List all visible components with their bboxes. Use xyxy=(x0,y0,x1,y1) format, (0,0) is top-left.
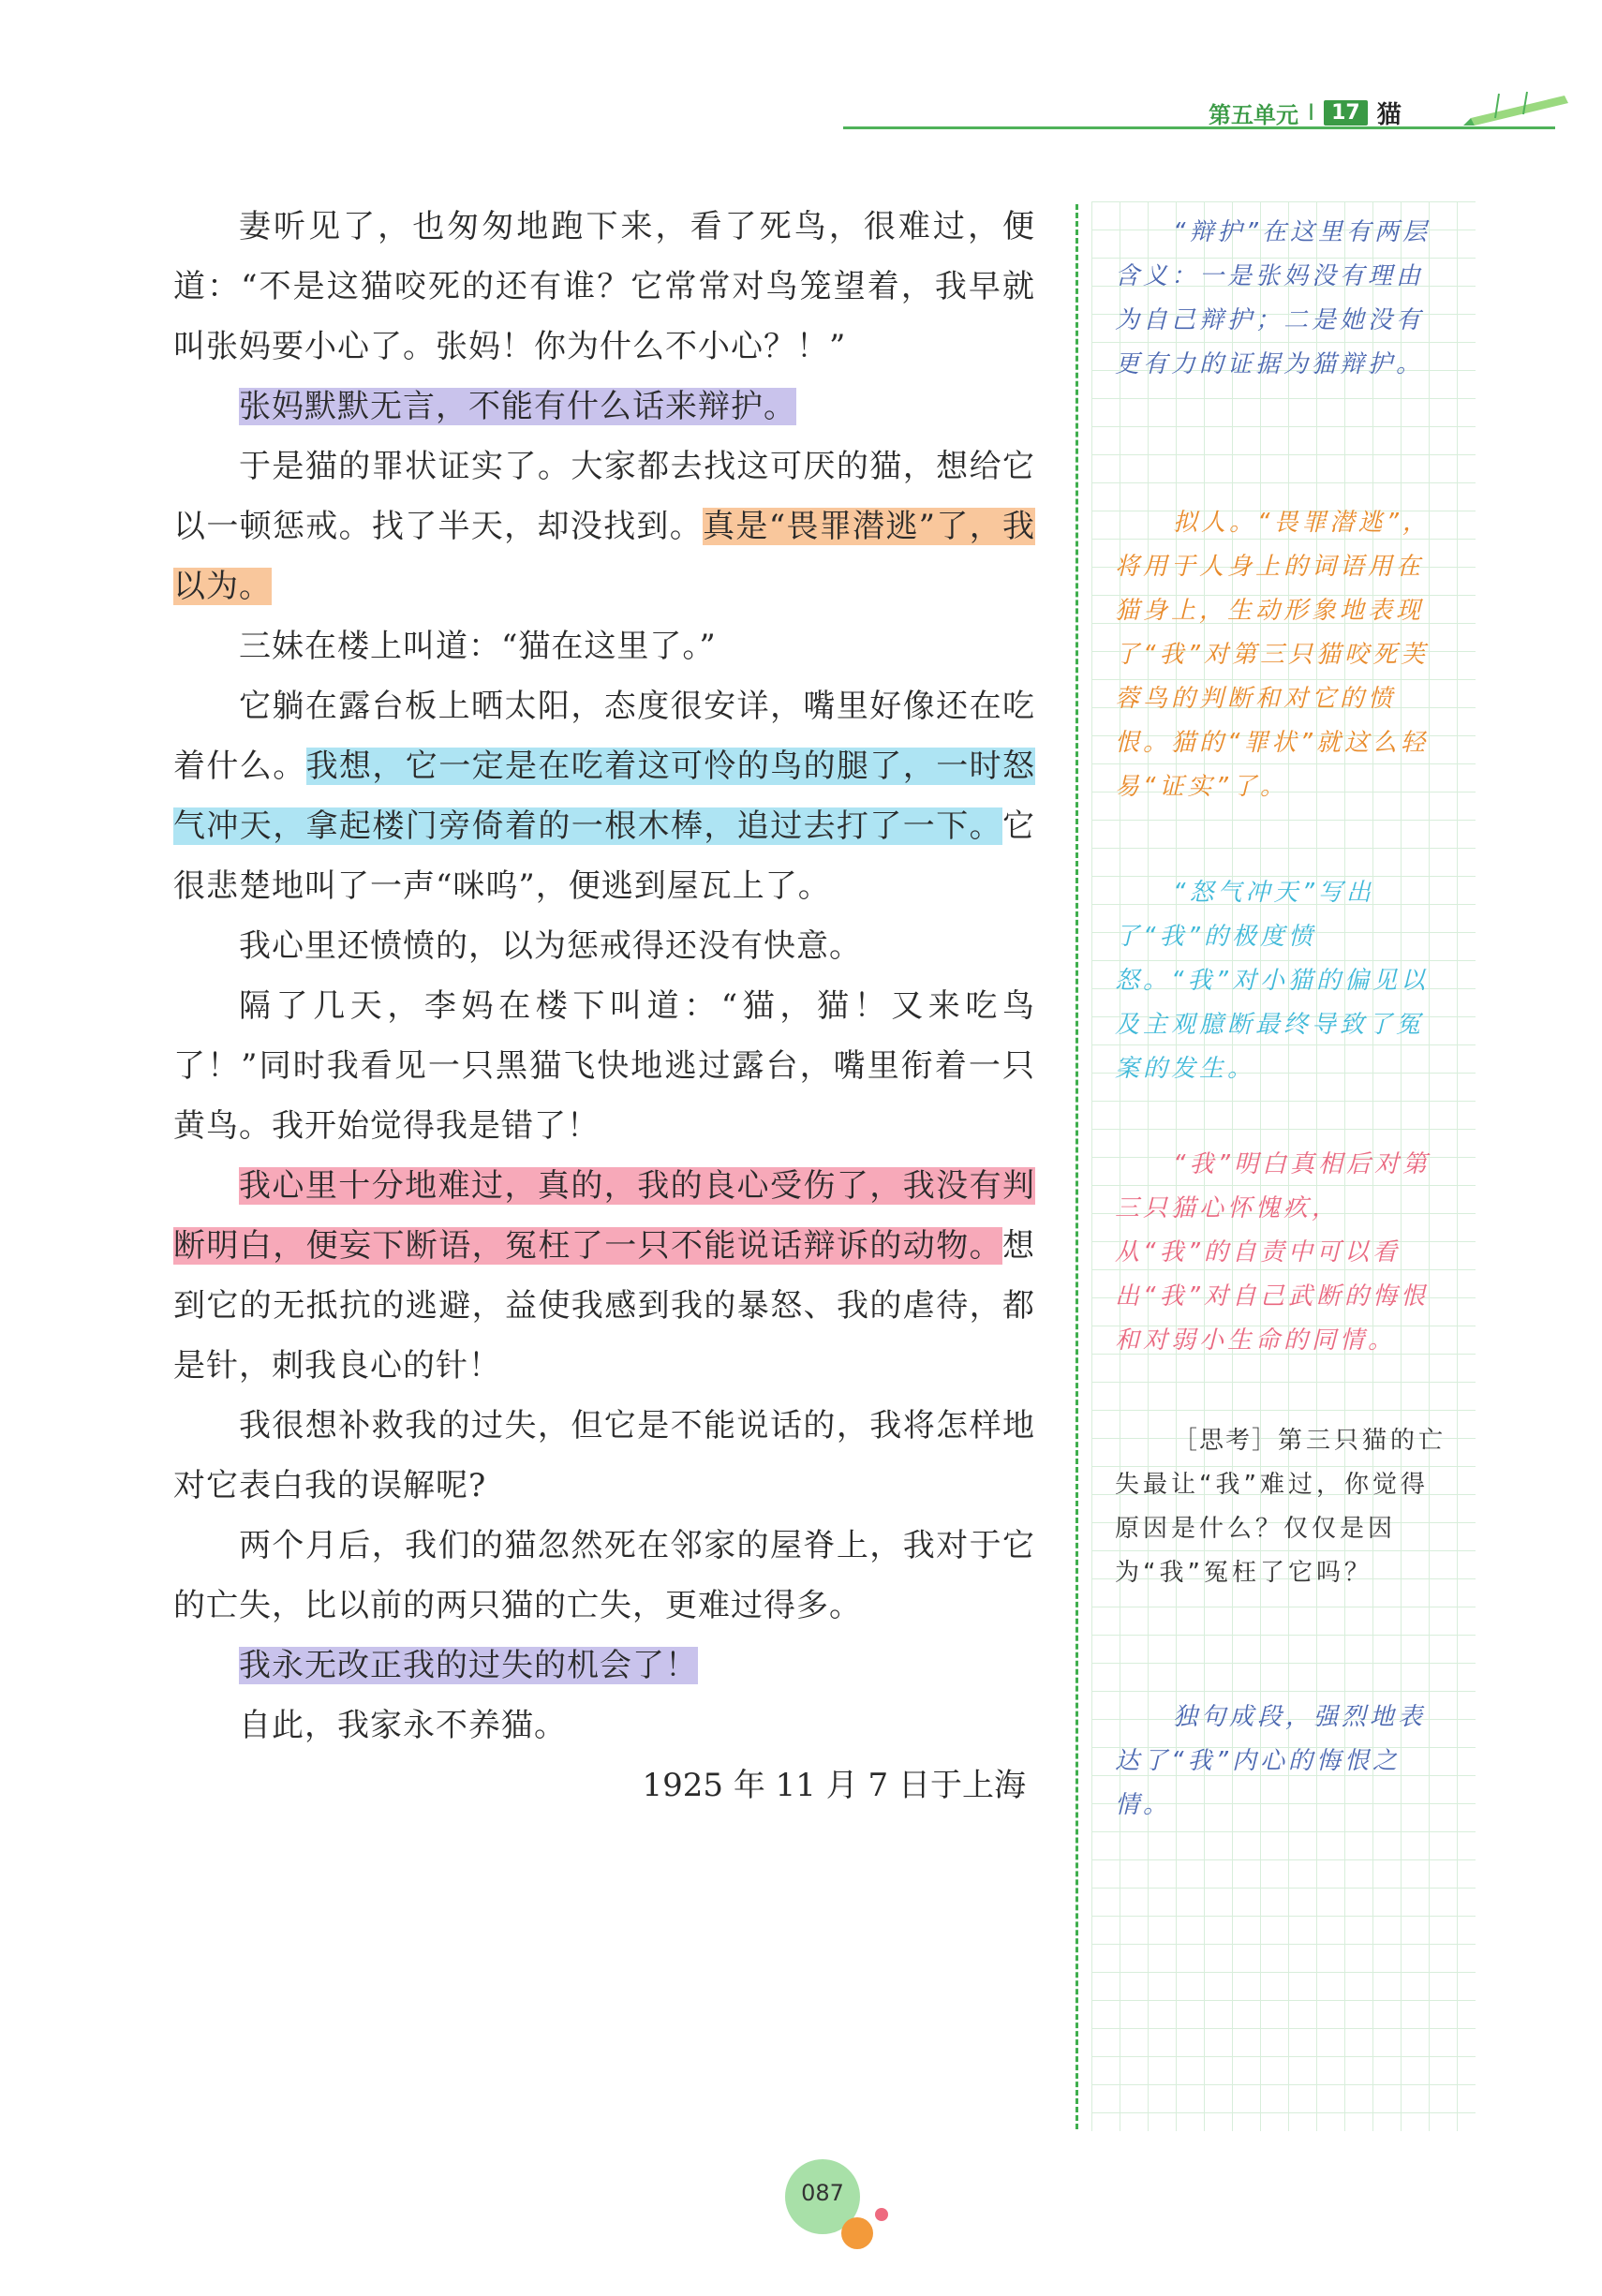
paragraph: 自此，我家永不养猫。 xyxy=(239,1707,567,1744)
think-label: ［思考］ xyxy=(1173,1427,1279,1455)
paragraph xyxy=(173,1636,1035,1696)
paragraph: 隔了几天，李妈在楼下叫道：“猫，猫！又来吃鸟了！”同时我看见一只黑猫飞快地逃过露台，嘴里衔着一只黄鸟。我开始觉得我是错了！ xyxy=(173,987,1035,1145)
side-notes xyxy=(1091,201,1476,2131)
paragraph: 我心里还愤愤的，以为惩戒得还没有快意。 xyxy=(239,927,862,965)
paragraph: 三妹在楼上叫道：“猫在这里了。” xyxy=(239,628,717,665)
lesson-number-badge: 17 xyxy=(1324,100,1368,126)
unit-label: 第五单元 xyxy=(1209,101,1298,128)
side-note: “我”明白真相后对第三只猫心怀愧疚，从“我”的自责中可以看出“我”对自己武断的悔恨和对弱小生命的同情。 xyxy=(1115,1150,1431,1355)
orange-dot-icon xyxy=(841,2217,873,2249)
paragraph xyxy=(173,437,1035,616)
main-text xyxy=(173,197,1035,1815)
date-signature: 1925 年 11 月 7 日于上海 xyxy=(642,1767,1026,1804)
page-number-badge xyxy=(785,2159,888,2253)
paragraph xyxy=(173,377,1035,437)
pencil-decoration-icon xyxy=(1461,90,1574,127)
highlight-purple: 我永无改正我的过失的机会了！ xyxy=(239,1647,698,1684)
highlight-orange: 真是“畏罪潜逃”了，我以为。 xyxy=(173,508,1036,605)
pink-dot-icon xyxy=(875,2208,888,2221)
side-note: 拟人。“畏罪潜逃”，将用于人身上的词语用在猫身上，生动形象地表现了“我”对第三只猫咬死芙蓉鸟的判断和对它的愤恨。猫的“罪状”就这么轻易“证实”了。 xyxy=(1115,509,1431,801)
side-note: “怒气冲天”写出了“我”的极度愤怒。“我”对小猫的偏见以及主观臆断最终导致了冤案的发生。 xyxy=(1115,879,1429,1083)
paragraph-text: 于是猫的罪状证实了。大家都去找这可厌的猫，想给它以一顿惩戒。找了半天，却没找到。 xyxy=(173,448,1035,545)
side-note: 独句成段，强烈地表达了“我”内心的悔恨之情。 xyxy=(1115,1703,1427,1819)
page-header xyxy=(1209,94,1402,131)
highlight-blue: 我想，它一定是在吃着这可怜的鸟的腿了，一时怒气冲天，拿起楼门旁倚着的一根木棒，追过去打了一下。 xyxy=(173,748,1036,845)
think-question xyxy=(1115,1419,1447,1595)
header-rule xyxy=(843,126,1555,129)
header-separator: I xyxy=(1308,99,1315,126)
paragraph xyxy=(173,1156,1035,1396)
paragraph-text: 想到它的无抵抗的逃避，益使我感到我的暴怒、我的虐待，都是针，刺我良心的针！ xyxy=(173,1227,1035,1385)
paragraph: 我很想补救我的过失，但它是不能说话的，我将怎样地对它表白我的误解呢? xyxy=(173,1407,1035,1504)
lesson-title: 猫 xyxy=(1376,100,1402,129)
side-note: “辩护”在这里有两层含义：一是张妈没有理由为自己辩护；二是她没有更有力的证据为猫辩护。 xyxy=(1115,218,1431,378)
page-number: 087 xyxy=(801,2180,844,2206)
paragraph: 妻听见了，也匆匆地跑下来，看了死鸟，很难过，便道：“不是这猫咬死的还有谁？它常常对鸟笼望着，我早就叫张妈要小心了。张妈！你为什么不小心？！” xyxy=(173,208,1035,365)
highlight-pink: 我心里十分地难过，真的，我的良心受伤了，我没有判断明白，便妄下断语，冤枉了一只不能说话辩诉的动物。 xyxy=(173,1167,1035,1265)
paragraph-text: 它躺在露台板上晒太阳，态度很安详，嘴里好像还在吃着什么。 xyxy=(173,688,1035,785)
paragraph-text: 它很悲楚地叫了一声“咪呜”，便逃到屋瓦上了。 xyxy=(173,807,1035,905)
dashed-divider xyxy=(1075,204,1078,2129)
paragraph xyxy=(173,676,1035,916)
highlight-purple: 张妈默默无言，不能有什么话来辩护。 xyxy=(239,388,796,425)
paragraph: 两个月后，我们的猫忽然死在邻家的屋脊上，我对于它的亡失，比以前的两只猫的亡失，更难过得多。 xyxy=(173,1527,1035,1624)
think-text: 第三只猫的亡失最让“我”难过，你觉得原因是什么？仅仅是因为“我”冤枉了它吗？ xyxy=(1115,1427,1447,1587)
